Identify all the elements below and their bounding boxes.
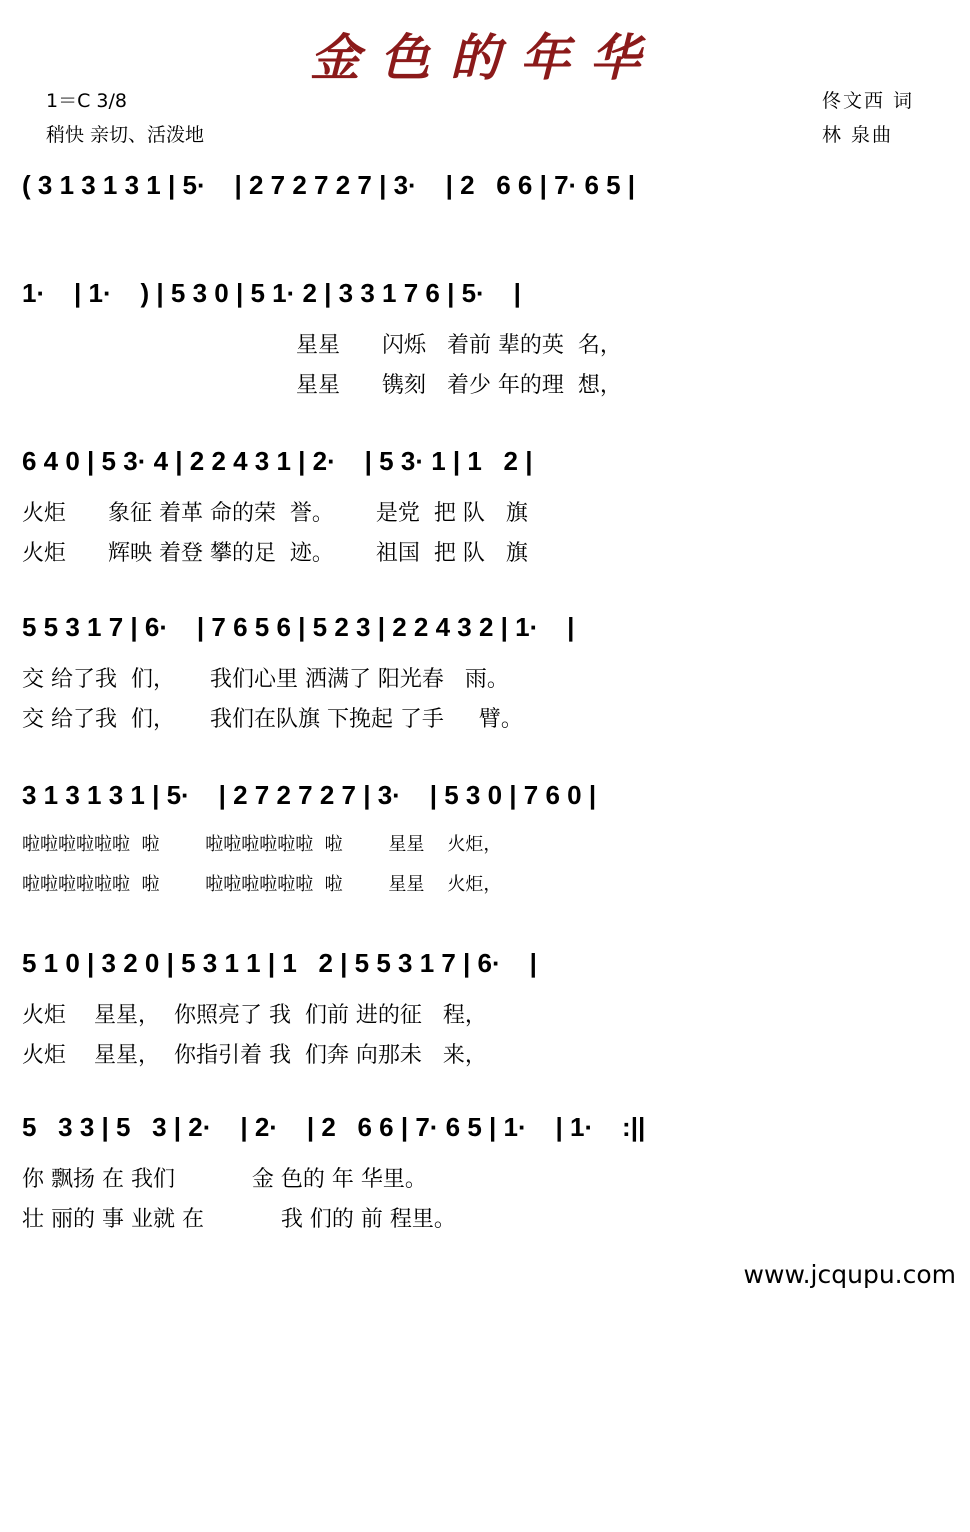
notation-line: 5 3 3 | 5 3 | 2· | 2· | 2 6 6 | 7· 6 5 | 1· | 1· :||: [22, 1112, 646, 1142]
lyric-verse-2: 交 给了我 们， 我们在队旗 下挽起 了手 臂。: [22, 707, 523, 732]
lyric-verse-1: 星星 闪烁 着前 辈的英 名，: [296, 333, 622, 358]
lyric-verse-1: 啦啦啦啦啦啦 啦 啦啦啦啦啦啦 啦 星星 火炬，: [22, 834, 502, 855]
notation-line: 5 5 3 1 7 | 6· | 7 6 5 6 | 5 2 3 | 2 2 4 3 2 | 1· |: [22, 612, 575, 642]
lyric-verse-1: 火炬 象征 着革 命的荣 誉。 是党 把 队 旗: [22, 501, 528, 526]
lyric-verse-2: 星星 镌刻 着少 年的理 想，: [296, 373, 622, 398]
lyric-verse-2: 火炬 星星， 你指引着 我 们奔 向那未 来，: [22, 1043, 487, 1068]
notation-line: ( 3 1 3 1 3 1 | 5· | 2 7 2 7 2 7 | 3· | 2 6 6 | 7· 6 5 |: [22, 170, 636, 200]
tempo-marking: 稍快 亲切、活泼地: [46, 124, 205, 146]
lyric-verse-2: 壮 丽的 事 业就 在 我 们的 前 程里。: [22, 1207, 456, 1232]
notation-line: 1· | 1· ) | 5 3 0 | 5 1· 2 | 3 3 1 7 6 | 5· |: [22, 278, 521, 308]
key-time-signature: 1＝C 3/8: [46, 90, 127, 112]
notation-line: 6 4 0 | 5 3· 4 | 2 2 4 3 1 | 2· | 5 3· 1 | 1 2 |: [22, 446, 533, 476]
lyric-verse-2: 啦啦啦啦啦啦 啦 啦啦啦啦啦啦 啦 星星 火炬，: [22, 874, 502, 895]
notation-line: 3 1 3 1 3 1 | 5· | 2 7 2 7 2 7 | 3· | 5 3 0 | 7 6 0 |: [22, 780, 597, 810]
score-row-7: [0, 1112, 970, 1532]
notation-line: 5 1 0 | 3 2 0 | 5 3 1 1 | 1 2 | 5 5 3 1 7 | 6· |: [22, 948, 537, 978]
lyric-verse-2: 火炬 辉映 着登 攀的足 迹。 祖国 把 队 旗: [22, 541, 528, 566]
lyric-verse-1: 火炬 星星， 你照亮了 我 们前 进的征 程，: [22, 1003, 487, 1028]
composer-credit: 林 泉曲: [822, 124, 894, 146]
song-title: 金色的年华: [310, 28, 660, 87]
lyricist-credit: 佟文西 词: [822, 90, 915, 112]
lyric-verse-1: 交 给了我 们， 我们心里 洒满了 阳光春 雨。: [22, 667, 509, 692]
lyric-verse-1: 你 飘扬 在 我们 金 色的 年 华里。: [22, 1167, 427, 1192]
watermark: www.jcqupu.com: [743, 1260, 956, 1289]
